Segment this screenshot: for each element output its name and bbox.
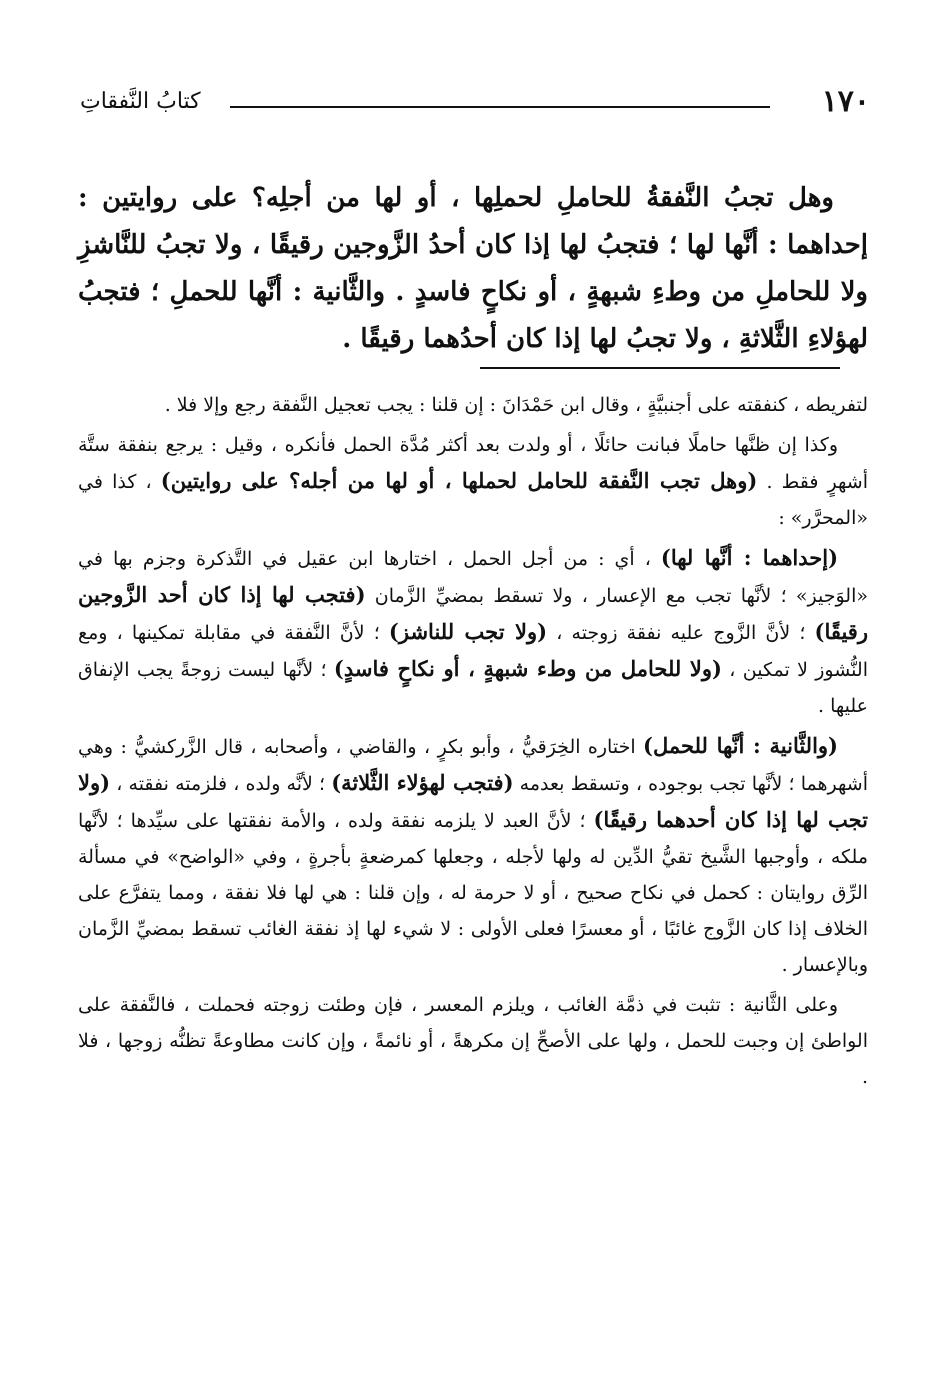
quoted-matn: (والثَّانية : أنَّها للحمل) (643, 733, 838, 758)
quoted-matn: (وهل تجب النَّفقة للحامل لحملها ، أو لها من أجله؟ على روايتين) (160, 468, 758, 493)
commentary-text: ؛ لأنَّه ولده ، فلزمته نفقته ، (110, 773, 332, 795)
commentary-divider (480, 367, 840, 369)
commentary-text: ، أي : من أجل الحمل ، اختارها ابن عقيل في التَّذكرة وجزم بها في «الوَجيز» ؛ لأنَّها تجب مع الإعسار ، ولا تسقط بمضيِّ الزَّمان (78, 548, 868, 607)
commentary-paragraph: وعلى الثَّانية : تثبت في ذمَّة الغائب ، ويلزم المعسر ، فإن وطئت زوجته فحملت ، فالنَّفقة على الواطئ إن وجبت للحمل ، ولها على الأصحِّ إن مكرهةً ، أو نائمةً ، وإن كانت مطاوعةً تظنُّه زوجها ، فلا . (78, 994, 868, 1088)
commentary-block (78, 387, 868, 1099)
running-title: كتابُ النَّفقاتِ (80, 89, 201, 114)
quoted-matn: (إحداهما : أنَّها لها) (660, 545, 839, 570)
quoted-matn: (ولا تجب لها إذا كان أحدهما رقيقًا) (78, 770, 868, 832)
commentary-paragraph (78, 728, 868, 983)
main-paragraph: وهل تجبُ النَّفقةُ للحاملِ لحملِها ، أو لها من أجلِه؟ على روايتين : إحداهما : أنَّها لها ؛ فتجبُ لها إذا كان أحدُ الزَّوجين رقيقًا ، ولا تجبُ للنَّاشزِ ولا للحاملِ من وطءِ شبهةٍ ، أو نكاحٍ فاسدٍ . والثَّانية : أنَّها للحملِ ؛ فتجبُ لهؤلاءِ الثَّلاثةِ ، ولا تجبُ لها إذا كان أحدُهما رقيقًا . (78, 183, 868, 354)
page-header (80, 82, 870, 122)
commentary-text: ، كذا في «المحرَّر» : (78, 471, 868, 529)
commentary-text: ؛ لأنَّ الزَّوج عليه نفقة زوجته ، (547, 622, 815, 644)
quoted-matn: (فتجب لهؤلاء الثَّلاثة) (331, 770, 514, 795)
page-number: ١٧٠ (821, 84, 870, 119)
quoted-matn: (ولا تجب للناشز) (388, 619, 548, 644)
quoted-matn: (ولا للحامل من وطء شبهةٍ ، أو نكاحٍ فاسدٍ) (333, 656, 722, 681)
commentary-text: ؛ لأنَّ العبد لا يلزمه نفقة ولده ، والأمة نفقتها على سيِّدها ؛ لأنَّها ملكه ، وأوجبها الشَّيخ تقيُّ الدِّين له ولها لأجله ، وجعلها كمرضعةٍ بأجرةٍ ، وفي «الواضح» في مسألة الرِّق روايتان : كحمل في نكاح صحيح ، أو لا حرمة له ، وإن قلنا : هي لها فلا نفقة ، ومما يتفرَّع على الخلاف إذا كان الزَّوج غائبًا ، أو معسرًا فعلى الأولى : لا شيء لها إذ نفقة الغائب تسقط بمضيِّ الزَّمان وبالإعسار . (78, 810, 868, 976)
quoted-matn: (فتجب لها إذا كان أحد الزَّوجين رقيقًا) (78, 582, 868, 644)
header-rule (230, 106, 770, 108)
commentary-text: ؛ لأنَّها ليست زوجةً يجب الإنفاق عليها . (78, 659, 868, 717)
commentary-paragraph (78, 540, 868, 724)
commentary-text: ؛ لأنَّ النَّفقة في مقابلة تمكينها ، ومع النُّشوز لا تمكين ، (78, 622, 868, 681)
commentary-text: وكذا إن ظنَّها حاملًا فبانت حائلًا ، أو ولدت بعد أكثر مُدَّة الحمل فأنكره ، وقيل : يرجع بنفقة ستَّة أشهرٍ فقط . (78, 434, 868, 493)
commentary-paragraph: لتفريطه ، كنفقته على أجنبيَّةٍ ، وقال ابن حَمْدَانَ : إن قلنا : يجب تعجيل النَّفقة رجع وإلا فلا . (164, 394, 868, 416)
commentary-text: اختاره الخِرَقيُّ ، وأبو بكرٍ ، والقاضي ، وأصحابه ، قال الزَّركشيُّ : وهي أشهرهما ؛ لأنَّها تجب بوجوده ، وتسقط بعدمه (78, 736, 868, 795)
main-text-block (78, 175, 868, 363)
commentary-paragraph (78, 427, 868, 536)
